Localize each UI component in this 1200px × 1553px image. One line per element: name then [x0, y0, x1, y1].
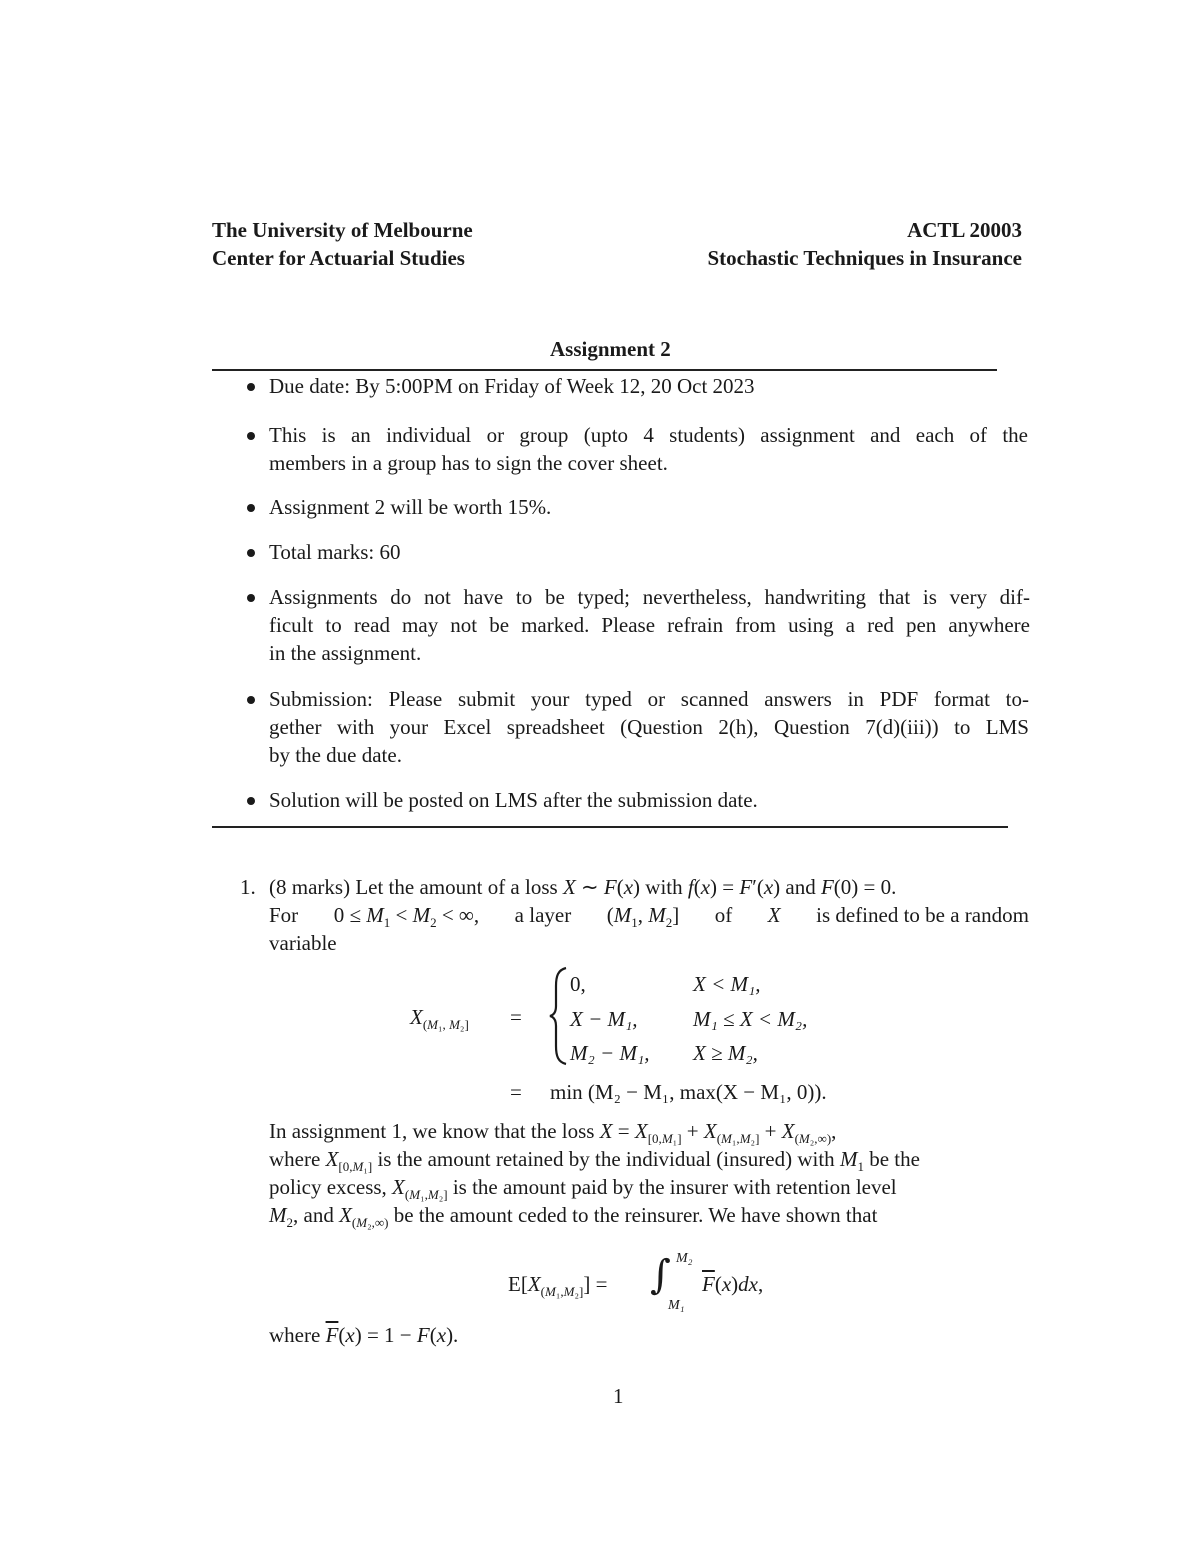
centre-name: Center for Actuarial Studies: [212, 246, 465, 270]
q1-marks: (8 marks): [269, 875, 351, 899]
q1-line-1: (8 marks) Let the amount of a loss X ∼ F(x) with f(x) = F′(x) and F(0) = 0.: [269, 875, 897, 899]
q1-text: of: [714, 903, 733, 927]
q1-text: Let the amount of a loss: [355, 875, 558, 899]
bullet-text: Solution will be posted on LMS after the submission date.: [269, 788, 758, 812]
bullet-text: Assignment 2 will be worth 15%.: [269, 495, 552, 519]
q1-text: with: [645, 875, 683, 899]
q1-line-3: variable: [269, 931, 337, 955]
q1-text: , and: [293, 1203, 334, 1227]
bullet-text: Submission: Please submit your typed or scanned answers in PDF format to-: [269, 687, 1029, 711]
bullet-dot: [247, 594, 255, 602]
assignment-title: Assignment 2: [550, 337, 671, 361]
min-expression: min (M₂ − M₁, max(X − M₁, 0)).: [550, 1080, 827, 1104]
q1-text: be the: [869, 1147, 920, 1171]
q1-text: In assignment 1, we know that the loss: [269, 1119, 595, 1143]
case-condition: X ≥ M₂,: [693, 1041, 758, 1065]
q1-paragraph-line-2: where $X_{[0,M_1]}$ is the amount retained by the individual (insured) with $M_1$ be the: [269, 1147, 920, 1174]
university-name: The University of Melbourne: [212, 218, 473, 242]
q1-text: where: [269, 1323, 321, 1347]
q1-paragraph-line-4: $M_2$, and $X_{(M_2,\infty)}$ be the amount ceded to the reinsurer. We have shown that: [269, 1203, 878, 1230]
bullet-text: in the assignment.: [269, 641, 422, 665]
expectation-lhs: $E[X_{(M_1,M_2]}]$ =: [508, 1272, 608, 1299]
bullet-dot: [247, 383, 255, 391]
q1-paragraph-line-1: In assignment 1, we know that the loss $X = X_{[0,M_1]} + X_{(M_1,M_2]} + X_{(M_2,\infty)}$,: [269, 1119, 837, 1146]
bullet-text: This is an individual or group (upto 4 students) assignment and each of the: [269, 423, 1028, 447]
bullet-dot: [247, 549, 255, 557]
bullet-text: Assignments do not have to be typed; nevertheless, handwriting that is very dif-: [269, 585, 1030, 609]
q1-text: and: [785, 875, 816, 899]
bullet-text: members in a group has to sign the cover sheet.: [269, 451, 668, 475]
bullet-dot: [247, 504, 255, 512]
q1-line-2: For $0 \le M_1 < M_2$ < ∞, a layer ($M_1$, $M_2$] of X is defined to be a random: [269, 903, 1029, 930]
equals-sign: =: [510, 1005, 522, 1029]
course-name: Stochastic Techniques in Insurance: [707, 246, 1022, 270]
case-value: M₂ − M₁,: [570, 1041, 650, 1065]
expectation-integrand: $\overline{F}(x)dx$,: [702, 1272, 764, 1296]
integral-lower-limit: M₁: [668, 1298, 685, 1313]
integral-sign-icon: ∫: [650, 1252, 671, 1298]
case-condition: X < M₁,: [693, 972, 761, 996]
bullet-text: ficult to read may not be marked. Please refrain from using a red pen anywhere: [269, 613, 1030, 637]
q1-where-line: where $\overline{F}(x) = 1 - F(x)$.: [269, 1323, 459, 1347]
case-condition: M₁ ≤ X < M₂,: [693, 1007, 808, 1031]
question-number: 1.: [240, 875, 256, 899]
layer-variable-symbol: $X_{(M_1, M_2]}$: [410, 1005, 469, 1032]
bullet-text: by the due date.: [269, 743, 402, 767]
section-rule: [212, 826, 1008, 828]
bullet-text: Total marks: 60: [269, 540, 401, 564]
q1-text: For: [269, 903, 299, 927]
q1-text: where: [269, 1147, 321, 1171]
bullet-dot: [247, 432, 255, 440]
title-rule: [212, 369, 997, 371]
bullet-dot: [247, 696, 255, 704]
case-value: 0,: [570, 972, 586, 996]
q1-text: is defined to be a random: [816, 903, 1029, 927]
equals-sign: =: [510, 1080, 522, 1104]
q1-text: is the amount retained by the individual (insured) with: [377, 1147, 835, 1171]
case-value: X − M₁,: [570, 1007, 638, 1031]
q1-text: a layer: [514, 903, 572, 927]
left-brace-icon: [548, 966, 570, 1066]
q1-text: is the amount paid by the insurer with retention level: [452, 1175, 897, 1199]
bullet-text: Due date: By 5:00PM on Friday of Week 12, 20 Oct 2023: [269, 374, 755, 398]
q1-text: be the amount ceded to the reinsurer. We have shown that: [393, 1203, 878, 1227]
q1-paragraph-line-3: policy excess, $X_{(M_1,M_2]}$ is the amount paid by the insurer with retention level: [269, 1175, 897, 1202]
course-code: ACTL 20003: [907, 218, 1022, 242]
integral-upper-limit: M₂: [676, 1251, 693, 1266]
bullet-dot: [247, 797, 255, 805]
bullet-text: gether with your Excel spreadsheet (Question 2(h), Question 7(d)(iii)) to LMS: [269, 715, 1029, 739]
page-number: 1: [613, 1384, 624, 1408]
q1-text: policy excess,: [269, 1175, 387, 1199]
